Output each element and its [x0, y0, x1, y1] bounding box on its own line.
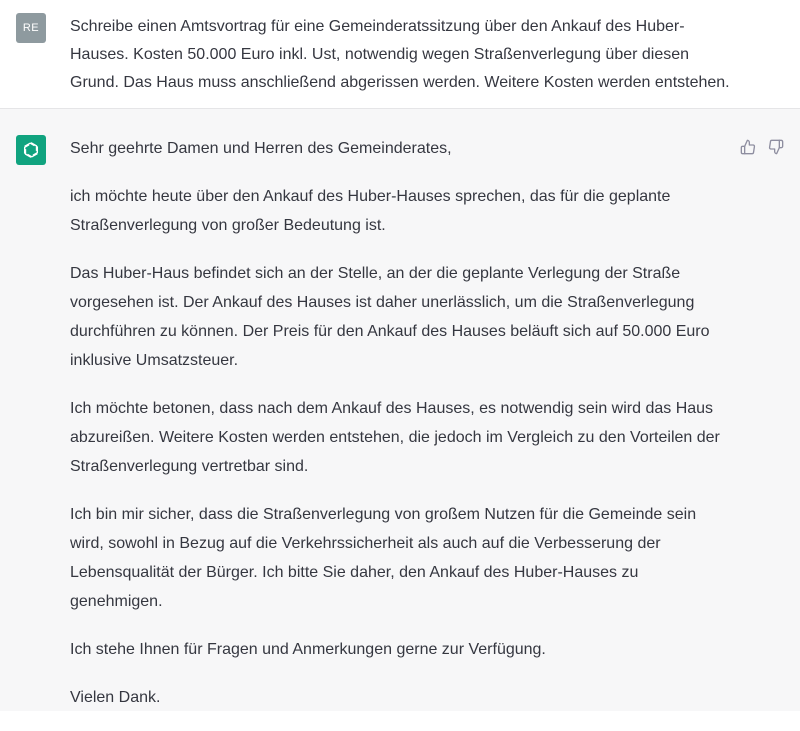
thumbs-down-icon: [768, 139, 784, 155]
feedback-controls: [740, 139, 784, 155]
openai-logo-icon: [20, 139, 42, 161]
assistant-answer: [70, 134, 730, 731]
user-message-block: [0, 0, 800, 109]
assistant-message-block: [0, 109, 800, 711]
answer-paragraph: Vielen Dank.: [70, 689, 161, 706]
assistant-avatar: [16, 135, 46, 165]
answer-paragraph: Ich bin mir sicher, dass die Straßenverlegung von großem Nutzen für die Gemeinde sein wird, sowohl in Bezug auf die Verkehrssicherheit als auch auf die Verbesserung der Lebensqualität der Bürger. Ich bitte Sie daher, den Ankauf des Huber-Hauses zu genehmigen.: [70, 506, 697, 610]
answer-paragraph: Sehr geehrte Damen und Herren des Gemeinderates,: [70, 140, 452, 157]
answer-paragraph: Ich stehe Ihnen für Fragen und Anmerkungen gerne zur Verfügung.: [70, 641, 546, 658]
answer-paragraph: Das Huber-Haus befindet sich an der Stelle, an der die geplante Verlegung der Straße vorgesehen ist. Der Ankauf des Hauses ist daher unerlässlich, um die Straßenverlegung durchführen zu können. Der Preis für den Ankauf des Hauses beläuft sich auf 50.000 Euro inklusive Umsatzsteuer.: [70, 265, 710, 369]
thumbs-up-button[interactable]: [740, 139, 756, 155]
user-avatar-initials: RE: [22, 22, 40, 34]
thumbs-down-button[interactable]: [768, 139, 784, 155]
user-message-text: Schreibe einen Amtsvortrag für eine Gemeinderatssitzung über den Ankauf des Huber-Hauses. Kosten 50.000 Euro inkl. Ust, notwendig wegen Straßenverlegung über diesen Grund. Das Haus muss anschließend abgerissen werden. Weitere Kosten werden entstehen.: [70, 18, 730, 91]
thumbs-up-icon: [740, 139, 756, 155]
answer-paragraph: Ich möchte betonen, dass nach dem Ankauf des Hauses, es notwendig sein wird das Haus abzureißen. Weitere Kosten werden entstehen, die jedoch im Vergleich zu den Vorteilen der Straßenverlegung vertretbar sind.: [70, 400, 720, 475]
answer-paragraph: ich möchte heute über den Ankauf des Huber-Hauses sprechen, das für die geplante Straßenverlegung von großer Bedeutung ist.: [70, 188, 671, 234]
user-avatar: [16, 13, 46, 43]
